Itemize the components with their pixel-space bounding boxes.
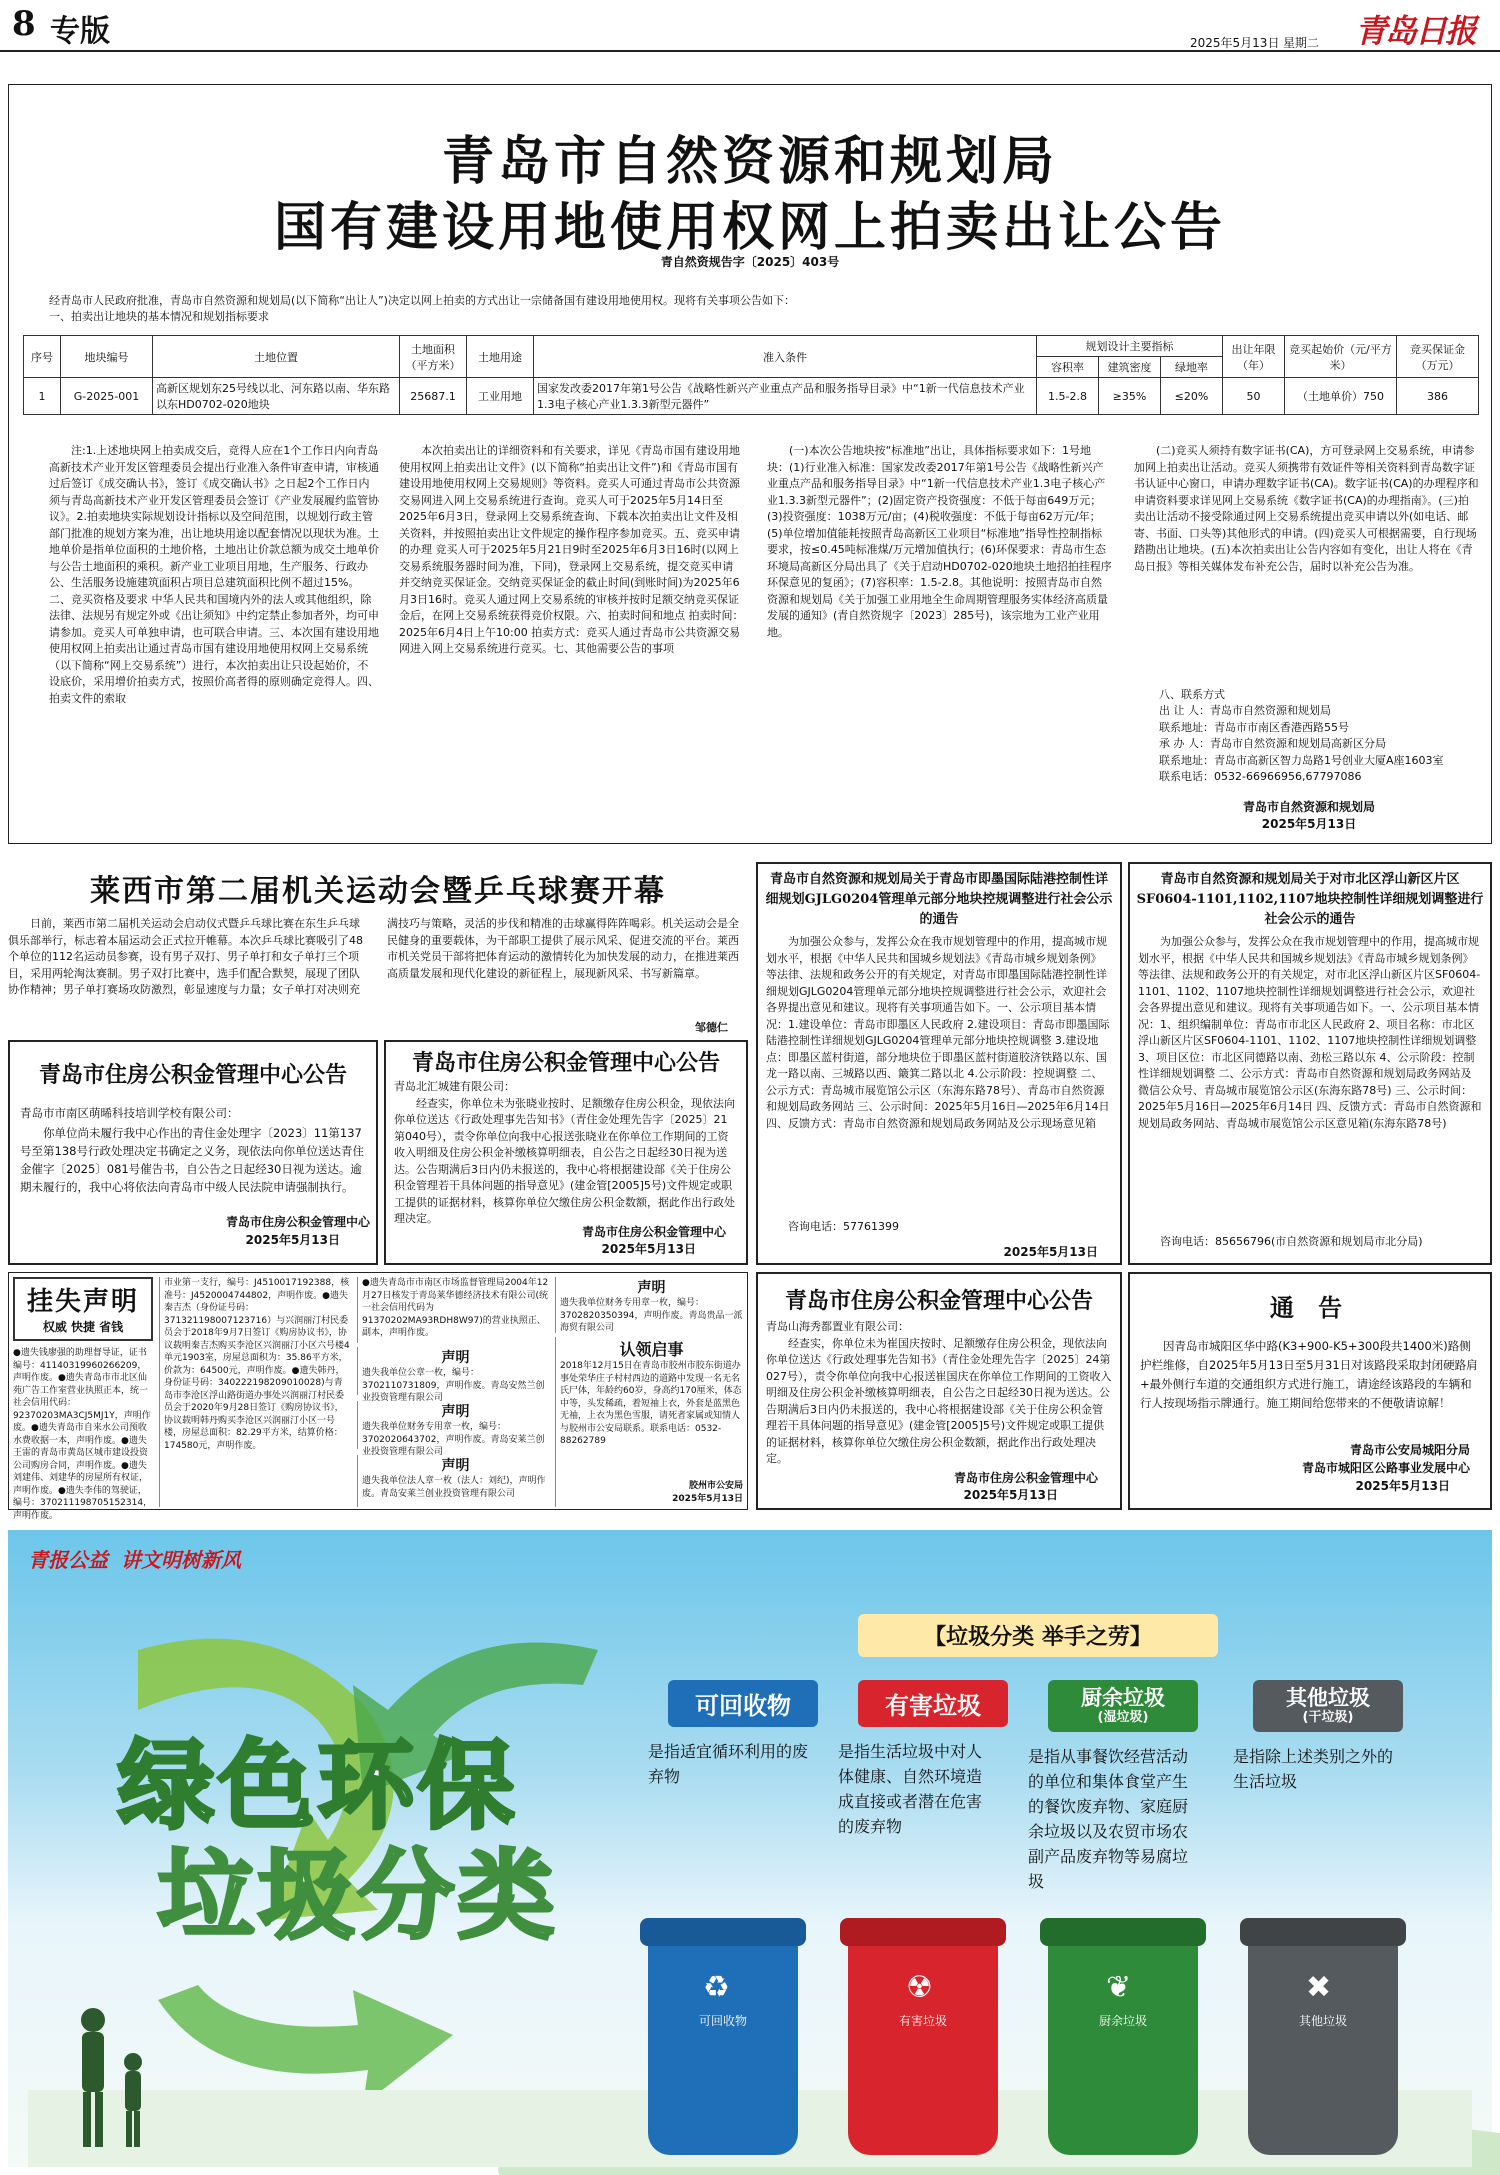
- cell: ≤20%: [1161, 378, 1223, 415]
- category-kitchen-desc: 是指从事餐饮经营活动的单位和集体食堂产生的餐饮废弃物、家庭厨余垃圾以及农贸市场农副产品废弃物等易腐垃圾: [1028, 1747, 1189, 1891]
- decl-3-title: 声明: [441, 1458, 470, 1474]
- kitchen-bin: [1048, 1940, 1198, 2155]
- hazardous-bin-icon: ☢: [906, 1970, 933, 2005]
- table-row: [24, 378, 1479, 415]
- shibei-body: 为加强公众参与，发挥公众在我市规划管理中的作用，提高城市规划水平，根据《中华人民共和国城乡规划法》《青岛市城乡规划条例》等法律、法规和政务公开的有关规定，对市北区浮山新区片区SF0604-1101、1102、1107地块控制性详细规划调整进行社会公示，欢迎社会各界提出意见和建议。现将有关事项通告如下。一、公示项目基本情况：1、组织编制单位：青岛市市北区人民政府 2、项目名称：市北区浮山新区片区SF0604-1101、1102、1107地块控制性详细规划调整 3、项目区位：市北区同德路以南、劲松三路以东 4、公示阶段：控制性详细规划调整 二、公示方式：青岛市自然资源和规划局政务网站及微信公众号、青岛城市展览馆公示区(东海东路78号) 三、公示时间：2025年5月16日—2025年6月14日 四、反馈方式：青岛市自然资源和规划局政务网站、青岛城市展览馆公示区意见箱(东海东路78号): [1138, 935, 1482, 1130]
- contact-lines: [1159, 703, 1479, 786]
- laixi-article: [8, 858, 748, 1058]
- cell: 1.5-2.8: [1037, 378, 1099, 415]
- hazardous-bin: [848, 1940, 998, 2155]
- decl-4-title: 声明: [637, 1280, 666, 1296]
- recyclable-bin-label: 可回收物: [698, 2014, 747, 2028]
- category-other-sub: (干垃圾): [1302, 1710, 1354, 1725]
- lost-declarations: [8, 1272, 748, 1521]
- th-conditions: 准入条件: [534, 336, 1037, 378]
- kitchen-bin-icon: ❦: [1106, 1970, 1132, 2005]
- notice-col1: 注:1.上述地块网上拍卖成交后，竞得人应在1个工作日内向青岛高新技术产业开发区管理委员会提出行业准入条件审查申请，审核通过后签订《成交确认书》，签订《成交确认书》之日起2个工作日内须与青岛高新技术产业开发区管理委员会签订《产业发展履约监管协议》。2.拍卖地块实际规划设计指标以及空间范围，以规划行政主管部门批准的规划方案为准，出让地块用途以配套情况以现状为准。土地单价是指单位面积的土地价格，土地出让价款总额为成交土地单价与公告土地面积的乘积。新产业工业项目用地，生产服务、行政办公、生活服务设施建筑面积占项目总建筑面积比例不超过15%。二、竞买资格及要求 中华人民共和国境内外的法人或其他组织，除法律、法规另有规定外或《出让须知》中约定禁止参加者外，均可申请参加。竞买人可单独申请，也可联合申请。三、本次国有建设用地使用权网上拍卖出让通过青岛市国有建设用地使用权网上交易系统（以下简称“网上交易系统”）进行，本次拍卖出让只设起始价，不设底价，采用增价拍卖方式，按照价高者得的原则确定竞得人。四、拍卖文件的索取: [49, 444, 379, 705]
- notice-col3: (一)本次公告地块按“标准地”出让，具体指标要求如下：1号地块：(1)行业准入标准：国家发改委2017年第1号公告《战略性新兴产业重点产品和服务指导目录》中“1新一代信息技术产业1.3电子核心产业1.3.3新型元器件”；(2)固定资产投资强度：不低于每亩649万元；(3)投资强度：1038万元/亩；(4)税收强度：不低于每亩62万元/年；(5)单位增加值能耗按照青岛高新区工业项目“标准地”指导性控制指标要求，按≤0.45吨标准煤/万元增加值执行；(6)环保要求：青岛市生态环境局高新区分局出具了《关于启动HD0702-020地块土地招拍挂程序环保意见的复函》；(7)容积率：1.5-2.8。其他说明：按照青岛市自然资源和规划局《关于加强工业用地全生命周期管理服务实体经济高质量发展的通知》(青自然资规字〔2023〕285号)，该宗地为工业产业用地。: [767, 444, 1112, 639]
- gjj1-addressee: 青岛市市南区萌晞科技培训学校有限公司：: [20, 1106, 239, 1120]
- cell: 国家发改委2017年第1号公告《战略性新兴产业重点产品和服务指导目录》中“1新一代信息技术产业1.3电子核心产业1.3.3新型元器件”: [534, 378, 1037, 415]
- th-green: 绿地率: [1161, 357, 1223, 378]
- contact-line: 出 让 人：青岛市自然资源和规划局: [1159, 704, 1331, 717]
- notice-doc-number: 青自然资规告字〔2025〕403号: [660, 255, 840, 269]
- header-date: 2025年5月13日: [1190, 36, 1280, 50]
- cell: 高新区规划东25号线以北、河东路以南、华东路以东HD0702-020地块: [153, 378, 400, 415]
- land-table: [23, 335, 1479, 415]
- lost-slogan: 权威 快捷 省钱: [42, 1320, 124, 1334]
- other-bin: [1248, 1940, 1398, 2155]
- laixi-author: 邹德仁: [695, 1021, 728, 1034]
- th-no: 序号: [24, 336, 61, 378]
- cell: 25687.1: [400, 378, 467, 415]
- th-code: 地块编号: [61, 336, 153, 378]
- cell: G-2025-001: [61, 378, 153, 415]
- notice-intro: 经青岛市人民政府批准，青岛市自然资源和规划局(以下简称“出让人”)决定以网上拍卖的方式出让一宗储备国有建设用地使用权。现将有关事项公告如下：: [49, 294, 795, 307]
- category-kitchen: [1028, 1680, 1218, 1894]
- th-use: 土地用途: [467, 336, 534, 378]
- banner-tag: [28, 1544, 241, 1573]
- gjj-notice-1: [8, 1040, 378, 1265]
- other-bin-label: 其他垃圾: [1298, 2014, 1347, 2028]
- decl-5-date: 2025年5月13日: [672, 1493, 743, 1504]
- decl-3-body: 遗失我单位法人章一枚（法人：刘纪)，声明作废。青岛安莱兰创业投资管理有限公司: [362, 1476, 546, 1499]
- cell: ≥35%: [1099, 378, 1161, 415]
- gjj1-title: 青岛市住房公积金管理中心公告: [38, 1062, 347, 1088]
- family-silhouette: [38, 2000, 178, 2150]
- banner-big-text-2: 垃圾分类: [158, 1840, 558, 1952]
- decl-5-body: 2018年12月15日在青岛市胶州市胶东街道办事处荣华庄子村村西边的道路中发现一名无名氏尸体，年龄约60岁，身高约170厘米，体态中等，头发稀疏，着短袖上衣，外套是蓝黑色无袖，上衣为黑色雪服，请死者家属或知情人与胶州市公安局联系。联系电话：0532-88262789: [560, 1361, 742, 1446]
- banner-tag1: 青报公益: [28, 1548, 108, 1572]
- decl-1-body: 遗失我单位公章一枚，编号：3702110731809，声明作废。青岛安然兰创业投资管理有限公司: [362, 1368, 545, 1403]
- gjj2-body: 经查实，你单位未为张晓业按时、足额缴存住房公积金，现依法向你单位送达《行政处理事先告知书》（青住金处理先告字〔2025〕21第040号），责令你单位向我中心报送张晓业在你单位工作期间的工资收入明细及住房公积金补缴核算明细表，自公告之日起经30日视为送达。公告期满后3日内仍未报送的，我中心将根据建设部《关于住房公积金管理若干具体问题的指导意见》(建金管[2005]5号)文件规定或职工提供的证据材料，核算你单位欠缴住房公积金数额，据此作出行政处理决定。: [394, 1096, 735, 1225]
- tonggao-body: 因青岛市城阳区华中路(K3+900-K5+300段共1400米)路侧护栏维修，自2025年5月13日至5月31日对该路段采取封闭硬路肩+最外侧行车道的交通组织方式进行施工，请途经该路段的车辆和行人按现场指示牌通行。施工期间给您带来的不便敬请谅解！: [1140, 1339, 1478, 1410]
- banner-big-text-1: 绿色环保: [118, 1730, 518, 1842]
- th-area: 土地面积（平方米）: [400, 336, 467, 378]
- category-recyclable-name: 可回收物: [668, 1680, 818, 1727]
- cell: 386: [1397, 378, 1479, 415]
- lost-header: [13, 1277, 153, 1341]
- notice-col2: 本次拍卖出让的详细资料和有关要求，详见《青岛市国有建设用地使用权网上拍卖出让文件》(以下简称“拍卖出让文件”)和《青岛市国有建设用地使用权网上交易规则》等资料。竞买人可通过青岛市公共资源交易网进入网上交易系统进行查询。竞买人可于2025年5月14日至2025年6月3日，登录网上交易系统查询、下载本次拍卖出让文件及相关资料，并按照拍卖出让文件规定的操作程序参加竞买。五、竞买申请的办理 竞买人可于2025年5月21日9时至2025年6月3日16时(以网上交易系统服务器时间为准，下同)，登录网上交易系统，提交竞买申请并交纳竞买保证金。交纳竞买保证金的截止时间(到账时间)为2025年6月3日16时。竞买人通过网上交易系统的审核并按时足额交纳竞买保证金后，在网上交易系统获得竞价权限。六、拍卖时间和地点 拍卖时间：2025年6月4日上午10:00 拍卖方式：竞买人通过青岛市公共资源交易网进入网上交易系统进行竞买。七、其他需要公告的事项: [399, 444, 744, 655]
- jimo-date: 2025年5月13日: [1003, 1245, 1098, 1259]
- th-deposit: 竞买保证金（万元）: [1397, 336, 1479, 378]
- decl-1-title: 声明: [441, 1350, 470, 1366]
- banner-tag2: 讲文明树新风: [120, 1548, 241, 1572]
- gjj3-addressee: 青岛山海秀都置业有限公司：: [766, 1320, 909, 1333]
- shibei-phone: 咨询电话：85656796(市自然资源和规划局市北分局): [1160, 1235, 1423, 1248]
- other-bin-lid: [1240, 1918, 1406, 1946]
- decl-2-title: 声明: [441, 1404, 470, 1420]
- contact-line: 联系电话：0532-66966956,67797086: [1159, 770, 1362, 783]
- gjj3-title: 青岛市住房公积金管理中心公告: [784, 1288, 1093, 1314]
- traffic-notice: [1128, 1272, 1492, 1510]
- page-header: [0, 0, 1500, 52]
- gjj-notice-2: [384, 1040, 748, 1265]
- gjj1-body: 你单位尚未履行我中心作出的青住金处理字〔2023〕11第137号至第138号行政处理决定书确定之义务，现依法向你单位送达青住金催字〔2025〕081号催告书，自公告之日起经30日视为送达。逾期未履行的，我中心将依法向青岛市中级人民法院申请强制执行。: [20, 1125, 364, 1194]
- category-other: [1233, 1680, 1423, 1794]
- decl-4-body: 遗失我单位财务专用章一枚，编号：3702820350394，声明作废。青岛贵品一派海贸有限公司: [560, 1298, 743, 1333]
- th-price: 竞买起始价（元/平方米）: [1285, 336, 1397, 378]
- laixi-body: 日前，莱西市第二届机关运动会启动仪式暨乒乓球比赛在东生乒乓球俱乐部举行，标志着本届运动会正式拉开帷幕。本次乒乓球比赛吸引了48个单位的112名运动员参赛，设有男子双打、男子单打和女子单打三个项目，采用两轮淘汰赛制。男子双打比赛中，选手们配合默契，展现了团队协作精神；男子单打赛场攻防激烈，彰显速度与力量；女子单打对决则充满技巧与策略，灵活的步伐和精准的击球赢得阵阵喝彩。机关运动会是全民健身的重要载体，为干部职工提供了展示风采、促进交流的平台。莱西市机关党员干部将把体育运动的激情转化为加快发展的动力，在推进莱西高质量发展和现代化建设的新征程上，展现新风采、书写新篇章。: [8, 917, 739, 996]
- gjj3-sign: 青岛市住房公积金管理中心: [953, 1471, 1098, 1485]
- category-other-desc: 是指除上述类别之外的生活垃圾: [1233, 1747, 1394, 1791]
- tonggao-date: 2025年5月13日: [1355, 1479, 1450, 1493]
- notice-title-line1: 青岛市自然资源和规划局: [441, 131, 1058, 192]
- category-recyclable-desc: 是指适宜循环利用的废弃物: [648, 1742, 809, 1786]
- gjj1-date: 2025年5月13日: [245, 1233, 340, 1247]
- category-recyclable: [648, 1680, 838, 1789]
- category-kitchen-name: [1048, 1680, 1198, 1732]
- recyclable-bin-icon: ♻: [703, 1970, 730, 2005]
- decl-1: [357, 1347, 549, 1403]
- notice-col4: (二)竞买人须持有数字证书(CA)，方可登录网上交易系统，申请参加网上拍卖出让活动。竞买人须携带有效证件等相关资料到青岛数字证书认证中心窗口，申请办理数字证书(CA)。数字证书(CA)的办理程序和申请资料要求详见网上交易系统《数字证书(CA)的办理指南》。(三)拍卖出让活动不接受除通过网上交易系统提出竞买申请以外(如电话、邮寄、书面、口头等)其他形式的申请。(四)竞买人可根据需要，自行现场踏勘出让地块。(五)本次拍卖出让公告内容如有变化，出让人将在《青岛日报》等相关媒体发布补充公告，届时以补充公告为准。: [1134, 444, 1479, 573]
- paper-logo: 青岛日报: [1355, 12, 1476, 50]
- category-hazardous-desc: 是指生活垃圾中对人体健康、自然环境造成直接或者潜在危害的废弃物: [838, 1742, 983, 1836]
- th-location: 土地位置: [153, 336, 400, 378]
- auction-notice: [8, 84, 1492, 844]
- tonggao-sign2: 青岛市城阳区公路事业发展中心: [1301, 1461, 1470, 1475]
- notice-title-line2: 国有建设用地使用权网上拍卖出让公告: [273, 197, 1226, 258]
- kitchen-bin-label: 厨余垃圾: [1098, 2014, 1147, 2028]
- gjj2-date: 2025年5月13日: [601, 1242, 696, 1256]
- gjj-notice-3: [756, 1272, 1122, 1510]
- decl-5-sign: 胶州市公安局: [688, 1481, 743, 1491]
- public-banner: [8, 1530, 1492, 2167]
- gjj1-sign: 青岛市住房公积金管理中心: [225, 1215, 370, 1229]
- jimo-notice: [756, 862, 1122, 1265]
- decl-5: [555, 1337, 743, 1507]
- lost-title: 挂失声明: [26, 1287, 139, 1317]
- cell: （土地单价）750: [1285, 378, 1397, 415]
- lost-col2: 市业第一支行，编号：J4510017192388，核准号：J4520004744802，声明作废。●遗失秦吉杰（身份证号码：371321198007123716）与兴润丽汀村民委员会于2018年9月7日签订《购房协议书》，协议载明秦吉杰购买李沧区兴润丽汀小区六号楼4单元1903室，房屋总面积为：35.86平方米，价款为：64500元，声明作废。●遗失韩丹，身份证号码：340222198209010028)与青岛市李沧区浮山路街道办事处兴润丽汀村民委员会于2020年9月28日签订《购房协议书》，协议载明韩丹购买李沧区兴润丽汀小区一号楼，房屋总面积：82.29平方米，结算价格：174580元，声明作废。: [159, 1277, 351, 1507]
- page-number: 8: [12, 4, 36, 44]
- gjj2-addressee: 青岛北汇城建有限公司：: [394, 1080, 515, 1093]
- lost-col3: ●遗失青岛市市南区市场监督管理局2004年12月27日核发于青岛莱华德经济技术有限公司(统一社会信用代码为91370202MA93RDH8W97)的营业执照正、副本，声明作废。: [357, 1277, 549, 1343]
- th-far: 容积率: [1037, 357, 1099, 378]
- shibei-notice: [1128, 862, 1492, 1265]
- jimo-phone: 咨询电话：57761399: [788, 1220, 899, 1233]
- notice-sign: 青岛市自然资源和规划局: [1242, 800, 1375, 814]
- th-density: 建筑密度: [1099, 357, 1161, 378]
- category-kitchen-label: 厨余垃圾: [1081, 1686, 1165, 1710]
- decl-2: [357, 1401, 549, 1457]
- other-bin-icon: ✖: [1306, 1970, 1332, 2005]
- category-other-label: 其他垃圾: [1286, 1686, 1370, 1710]
- section-name: 专版: [50, 14, 110, 49]
- contact-line: 联系地址：青岛市市南区香港西路55号: [1159, 720, 1349, 734]
- category-hazardous: [838, 1680, 1028, 1839]
- cell: 50: [1223, 378, 1285, 415]
- laixi-title: 莱西市第二届机关运动会暨乒乓球赛开幕: [90, 874, 666, 909]
- category-kitchen-sub: (湿垃圾): [1097, 1710, 1149, 1725]
- gjj3-date: 2025年5月13日: [963, 1488, 1058, 1502]
- contact-line: 承 办 人：青岛市自然资源和规划局高新区分局: [1159, 737, 1386, 750]
- hazardous-bin-label: 有害垃圾: [898, 2014, 947, 2028]
- tonggao-sign1: 青岛市公安局城阳分局: [1349, 1443, 1470, 1457]
- recyclable-bin: [648, 1940, 798, 2155]
- cell: 1: [24, 378, 61, 415]
- decl-4: [555, 1277, 743, 1333]
- gjj2-sign: 青岛市住房公积金管理中心: [581, 1225, 726, 1239]
- decl-3: [357, 1455, 549, 1507]
- decl-5-title: 认领启事: [619, 1340, 684, 1359]
- tonggao-title: 通 告: [1269, 1293, 1351, 1322]
- jimo-title: 青岛市自然资源和规划局关于青岛市即墨国际陆港控制性详细规划GJLG0204管理单元部分地块控规调整进行社会公示的通告: [765, 872, 1113, 927]
- contact-title: 八、联系方式: [1159, 688, 1225, 701]
- hazardous-bin-lid: [840, 1918, 1006, 1946]
- gjj2-title: 青岛市住房公积金管理中心公告: [411, 1050, 720, 1076]
- notice-section1: 一、拍卖出让地块的基本情况和规划指标要求: [49, 310, 269, 323]
- decl-2-body: 遗失我单位财务专用章一枚，编号：3702020643702，声明作废。青岛安莱兰创业投资管理有限公司: [362, 1422, 545, 1457]
- contact-line: 联系地址：青岛市高新区智力岛路1号创业大厦A座1603室: [1159, 753, 1444, 767]
- banner-slogan: 【垃圾分类 举手之劳】: [858, 1614, 1218, 1657]
- kitchen-bin-lid: [1040, 1918, 1206, 1946]
- cell: 工业用地: [467, 378, 534, 415]
- th-years: 出让年限（年）: [1223, 336, 1285, 378]
- th-indicators: 规划设计主要指标: [1037, 336, 1223, 357]
- lost-col1: ●遗失钱廖强的助理督导证，证书编号：41140319960266209，声明作废。●遗失青岛市市北区仙苑广告工作室营业执照正本，统一社会信用代码：92370203MA3CJ5MJ1Y，声明作废。●遗失青岛市自来水公司预收水费收据一本，声明作废。●遗失王雷的青岛市黄岛区城市建设投资公司购房合同，声明作废。●遗失刘建伟、刘建华的房屋所有权证，声明作废。●遗失李伟的驾驶证，编号：370211198705152314，声明作废。: [13, 1348, 153, 1521]
- category-hazardous-name: 有害垃圾: [858, 1680, 1008, 1727]
- header-weekday: 星期二: [1283, 36, 1320, 50]
- notice-sign-date: 2025年5月13日: [1261, 817, 1357, 831]
- category-other-name: [1253, 1680, 1403, 1732]
- recyclable-bin-lid: [640, 1918, 806, 1946]
- gjj3-body: 经查实，你单位未为崔国庆按时、足额缴存住房公积金，现依法向你单位送达《行政处理事先告知书》（青住金处理先告字〔2025〕24第027号），责令你单位向我中心报送崔国庆在你单位工作期间的工资收入明细及住房公积金补缴核算明细表，自公告之日起经30日视为送达。公告期满后3日内仍未报送的，我中心将根据建设部《关于住房公积金管理若干具体问题的指导意见》(建金管[2005]5号)文件规定或职工提供的证据材料，核算你单位欠缴住房公积金数额，据此作出行政处理决定。: [766, 1336, 1112, 1465]
- shibei-title: 青岛市自然资源和规划局关于对市北区浮山新区片区SF0604-1101,1102,1107地块控制性详细规划调整进行社会公示的通告: [1136, 872, 1484, 927]
- jimo-body: 为加强公众参与，发挥公众在我市规划管理中的作用，提高城市规划水平，根据《中华人民共和国城乡规划法》《青岛市城乡规划条例》等法律、法规和政务公开的有关规定，对青岛市即墨国际陆港控制性详细规划GJLG0204管理单元部分地块控规调整进行社会公示，欢迎社会各界提出意见和建议。现将有关事项通告如下。一、公示项目基本情况：1.建设单位：青岛市即墨区人民政府 2.建设项目：青岛市即墨国际陆港控制性详细规划GJLG0204管理单元部分地块控规调整 3.建设地点：即墨区蓝村街道，部分地块位于即墨区蓝村街道胶济铁路以东、国龙一路以南、三城路以西、簸箕二路以北 4.公示阶段：控规调整 二、公示方式：青岛城市展览馆公示区（东海东路78号）、青岛市自然资源和规划局政务网站 三、公示时间：2025年5月16日—2025年6月14日 四、反馈方式：青岛市自然资源和规划局政务网站及公示现场意见箱: [766, 935, 1110, 1130]
